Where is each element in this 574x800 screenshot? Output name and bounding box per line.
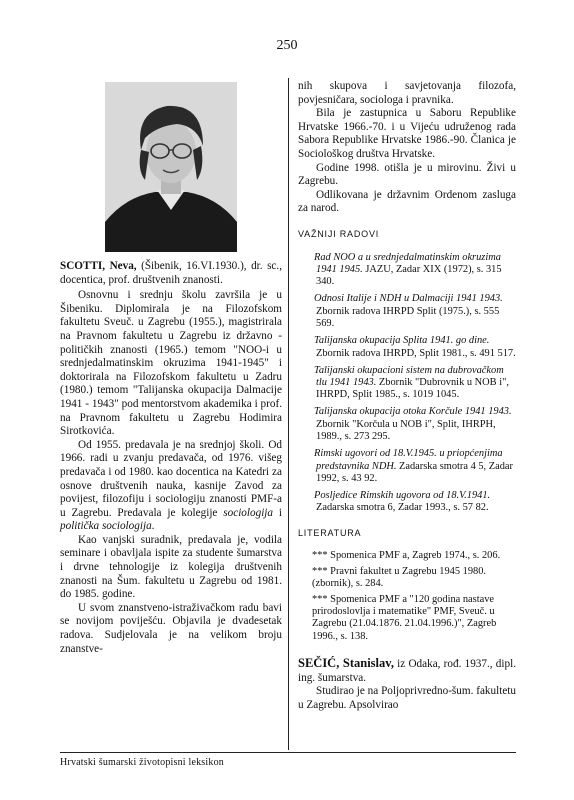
entry-heading-secic: SEČIĆ, Stanislav, iz Odaka, rođ. 1937., dipl. ing. šumarstva.	[298, 656, 516, 684]
literature-item: *** Pravni fakultet u Zagrebu 1945 1980. (zbornik), s. 284.	[312, 565, 487, 590]
paragraph-research: U svom znanstveno-istraživačkom radu bavi se novijom poviješću. Objavila je dvadesetak radova. Sudjelovala je na velikom broju znanstve-	[60, 601, 282, 655]
paragraph-external-teaching: Kao vanjski suradnik, predavala je, vodila seminare i obavljala ispite za studente šumarstva i drvne tehnologije iz kolegija društvenih znanosti na Šum. fakultetu u Zagrebu od 1981. do 1985. godine.	[60, 533, 282, 601]
paragraph-retirement: Godine 1998. otišla je u mirovinu. Živi u Zagrebu.	[298, 161, 516, 188]
work-item: Posljedice Rimskih ugovora od 18.V.1941. Zadarska smotra 6, Zadar 1993., s. 57 82.	[314, 490, 491, 514]
paragraph-education: Osnovnu i srednju školu završila je u Šibeniku. Diplomirala je na Filozofskom fakultetu Sveuč. u Zagrebu (1955.), magistrirala na Pravnom fakultetu u Zagrebu iz državno - političkih znanosti (1965.) temom "NOO-i u srednjedalmatinskim okruzima 1941-1945" i doktorirala na Filozofskom fakultetu u Zadru (1980.) temom "Talijanska okupacija Dalmacije 1941 - 1943" pod mentorstvom akademika i prof. na Pravnom fakultetu u Zagrebu Hodimira Sirotkovića.	[60, 289, 282, 438]
column-divider	[288, 78, 289, 750]
portrait-photo	[105, 82, 237, 252]
footer-title: Hrvatski šumarski životopisni leksikon	[60, 757, 224, 768]
work-item: Rimski ugovori od 18.V.1945. u priopćenjima predstavnika NDH. Zadarska smotra 4 5, Zadar 1992, s. 43 92.	[314, 448, 513, 484]
paragraph-secic-study: Studirao je na Poljoprivredno-šum. fakultetu u Zagrebu. Apsolvirao	[298, 685, 516, 712]
paragraph-career: Od 1955. predavala je na srednjoj školi. Od 1966. radi u zvanju predavača, od 1976. višeg predavača i od 1980. kao docentica na Katedri za osnove društvenih nauka, kasnije Zavod za povijest, filozofiju i sociologiju znanosti PMF-a u Zagrebu. Predavala je kolegije sociologija i politička sociologija.	[60, 438, 283, 533]
work-item: Talijanska okupacija otoka Korčule 1941 1943. Zbornik "Korčula u NOB i", Split, IHRPH, 1989., s. 273 295.	[314, 406, 512, 443]
entry-name-secic: SEČIĆ, Stanislav,	[298, 656, 394, 671]
literature-heading: LITERATURA	[298, 527, 362, 538]
left-column	[60, 82, 282, 656]
paragraph-decoration: Odlikovana je državnim Ordenom zasluga za narod.	[298, 188, 516, 215]
work-item: Talijanski okupacioni sistem na dubrovačkom tlu 1941 1943. Zbornik "Dubrovnik u NOB i", IHRPD, Split 1985., s. 1019 1045.	[314, 364, 509, 401]
work-item: Talijanska okupacija Splita 1941. go dine. Zbornik radova IHRPD, Split 1981., s. 491 517.	[314, 335, 516, 359]
entry-name-scotti: SCOTTI, Neva,	[60, 260, 137, 272]
works-heading: VAŽNIJI RADOVI	[298, 228, 380, 239]
work-item: Rad NOO a u srednjedalmatinskim okruzima 1941 1945. JAZU, Zadar XIX (1972), s. 315 340.	[314, 251, 502, 288]
paragraph-continued: nih skupova i savjetovanja filozofa, povjesničara, sociologa i pravnika.	[298, 80, 516, 106]
page-number: 250	[276, 38, 298, 53]
literature-item: *** Spomenica PMF a "120 godina nastave prirodoslovlja i matematike" PMF, Sveuč. u Zagrebu (21.04.1876. 21.04.1996.)", Zagreb 1996., s. 138.	[312, 593, 497, 642]
paragraph-parliament: Bila je zastupnica u Saboru Republike Hrvatske 1966.-70. i u Vijeću udruženog rada Sabora Republike Hrvatske 1986.-90. Članica je Sociološkog društva Hrvatske.	[298, 107, 516, 160]
work-item: Odnosi Italije i NDH u Dalmaciji 1941 1943. Zbornik radova IHRPD Split (1975.), s. 555 569.	[314, 293, 503, 330]
entry-heading-scotti: SCOTTI, Neva, (Šibenik, 16.VI.1930.), dr. sc., docentica, prof. društvenih znanosti.	[60, 260, 282, 286]
footer-rule	[60, 752, 516, 753]
literature-item: *** Spomenica PMF a, Zagreb 1974., s. 206.	[312, 550, 501, 562]
right-column	[298, 80, 516, 713]
